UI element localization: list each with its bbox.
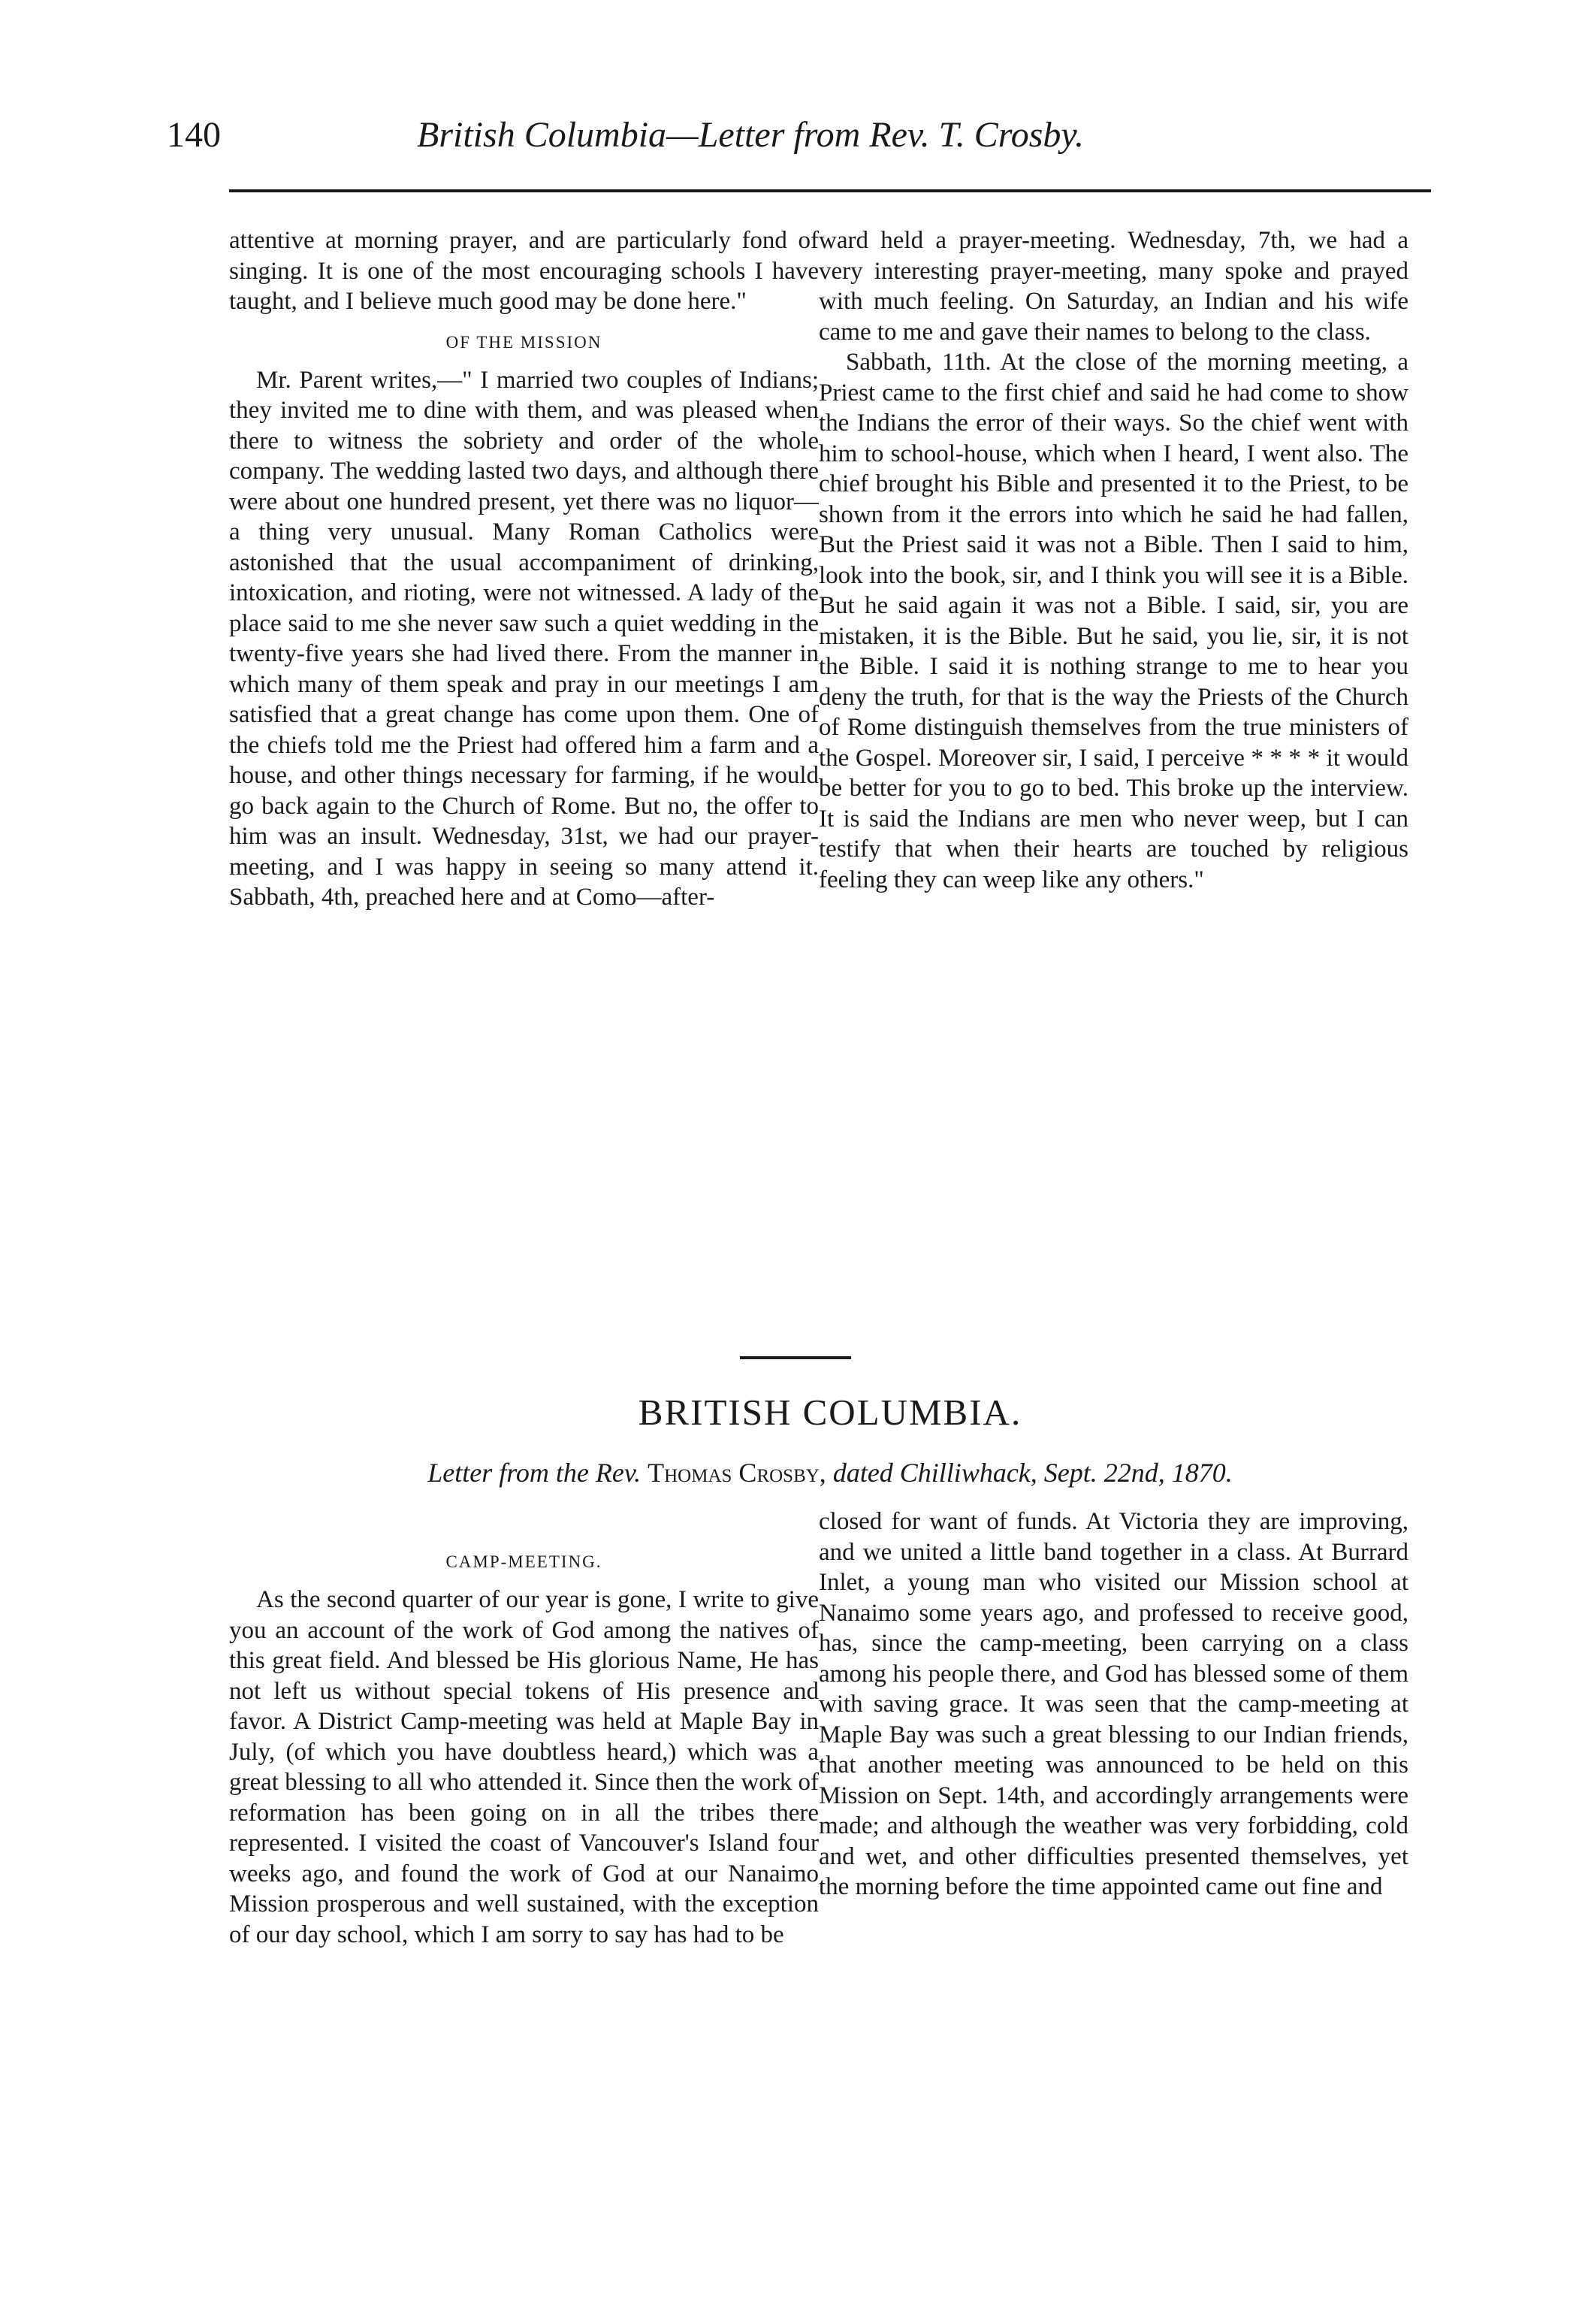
running-head: British Columbia—Letter from Rev. T. Crosby. (417, 115, 1085, 155)
paragraph: closed for want of funds. At Victoria they are improving, and we united a little band together in a class. At Burrard Inlet, a young man who visited our Mission school at Nanaimo some years ago, and professed to receive good, has, since the camp-meeting, been carrying on a class among his people there, and God has blessed some of them with saving grace. It was seen that the camp-meeting at Maple Bay was such a great blessing to our Indian friends, that another meeting was announced to be held on this Mission on Sept. 14th, and accordingly arrangements were made; and although the weather was very forbidding, cold and wet, and other difficulties presented themselves, yet the morning before the time appointed came out fine and (819, 1508, 1408, 1900)
header-rule (229, 189, 1431, 192)
subhead-camp-meeting: CAMP-MEETING. (445, 1552, 602, 1571)
paragraph: As the second quarter of our year is gone, I write to give you an account of the work of God among the natives of this great field. And blessed be His glorious Name, He has not left us without special tokens of His presence and favor. A District Camp-meeting was held at Maple Bay in July, (of which you have doubtless heard,) which was a great blessing to all who attended it. Since then the work of reformation has been going on in all the tribes there represented. I visited the coast of Vancouver's Island four weeks ago, and found the work of God at our Nanaimo Mission prosperous and well sustained, with the exception of our day school, which I am sorry to say has had to be (229, 1586, 819, 1948)
section-title: BRITISH COLUMBIA. (638, 1392, 1022, 1433)
paragraph: ward held a prayer-meeting. Wednesday, 7th, we had a very interesting prayer-meeting, many spoke and prayed with much feeling. On Saturday, an Indian and his wife came to me and gave their names to belong to the class. (819, 227, 1408, 346)
column-bottom-right (819, 1507, 1408, 2258)
column-top-right (819, 225, 1408, 1337)
paragraph: Sabbath, 11th. At the close of the morning meeting, a Priest came to the first chief and said he had come to show the Indians the error of their ways. So the chief went with him to school-house, which when I heard, I went also. The chief brought his Bible and presented it to the Priest, to be shown from it the errors into which he said he had fallen, But the Priest said it was not a Bible. Then I said to him, look into the book, sir, and I think you will see it is a Bible. But he said again it was not a Bible. I said, sir, you are mistaken, it is the Bible. But he said, you lie, sir, it is not the Bible. I said it is nothing strange to me to hear you deny the truth, for that is the way the Priests of the Church of Rome distinguish themselves from the true ministers of the Gospel. Moreover sir, I said, I perceive * * * * it would be better for you to go to bed. This broke up the interview. It is said the Indians are men who never weep, but I can testify that when their hearts are touched by religious feeling they can weep like any others." (819, 349, 1408, 893)
dateline-suffix: dated Chilliwhack, Sept. 22nd, 1870. (832, 1458, 1233, 1488)
column-top-left (229, 225, 819, 1337)
dateline-prefix: Letter from the Rev. (427, 1458, 642, 1488)
paragraph: Mr. Parent writes,—" I married two couples of Indians; they invited me to dine with them, and was pleased when there to witness the sobriety and order of the whole company. The wedding lasted two days, and although there were about one hundred present, yet there was no liquor—a thing very unusual. Many Roman Catholics were astonished that the usual accompaniment of drinking, intoxication, and rioting, were not witnessed. A lady of the place said to me she never saw such a quiet wedding in the twenty-five years she had lived there. From the manner in which many of them speak and pray in our meetings I am satisfied that a great change has come upon them. One of the chiefs told me the Priest had offered him a farm and a house, and other things necessary for farming, if he would go back again to the Church of Rome. But no, the offer to him was an insult. Wednesday, 31st, we had our prayer-meeting, and I was happy in seeing so many attend it. Sabbath, 4th, preached here and at Como—after- (229, 366, 819, 911)
subhead-of-the-mission: OF THE MISSION (445, 332, 602, 352)
column-bottom-left (229, 1537, 819, 2258)
section-dateline (229, 1454, 1431, 1491)
section-rule (740, 1356, 851, 1359)
dateline-name: Thomas Crosby, (648, 1458, 826, 1488)
paragraph: attentive at morning prayer, and are particularly fond of singing. It is one of the most encouraging schools I have taught, and I believe much good may be done here." (229, 227, 819, 315)
page-number: 140 (167, 115, 221, 155)
